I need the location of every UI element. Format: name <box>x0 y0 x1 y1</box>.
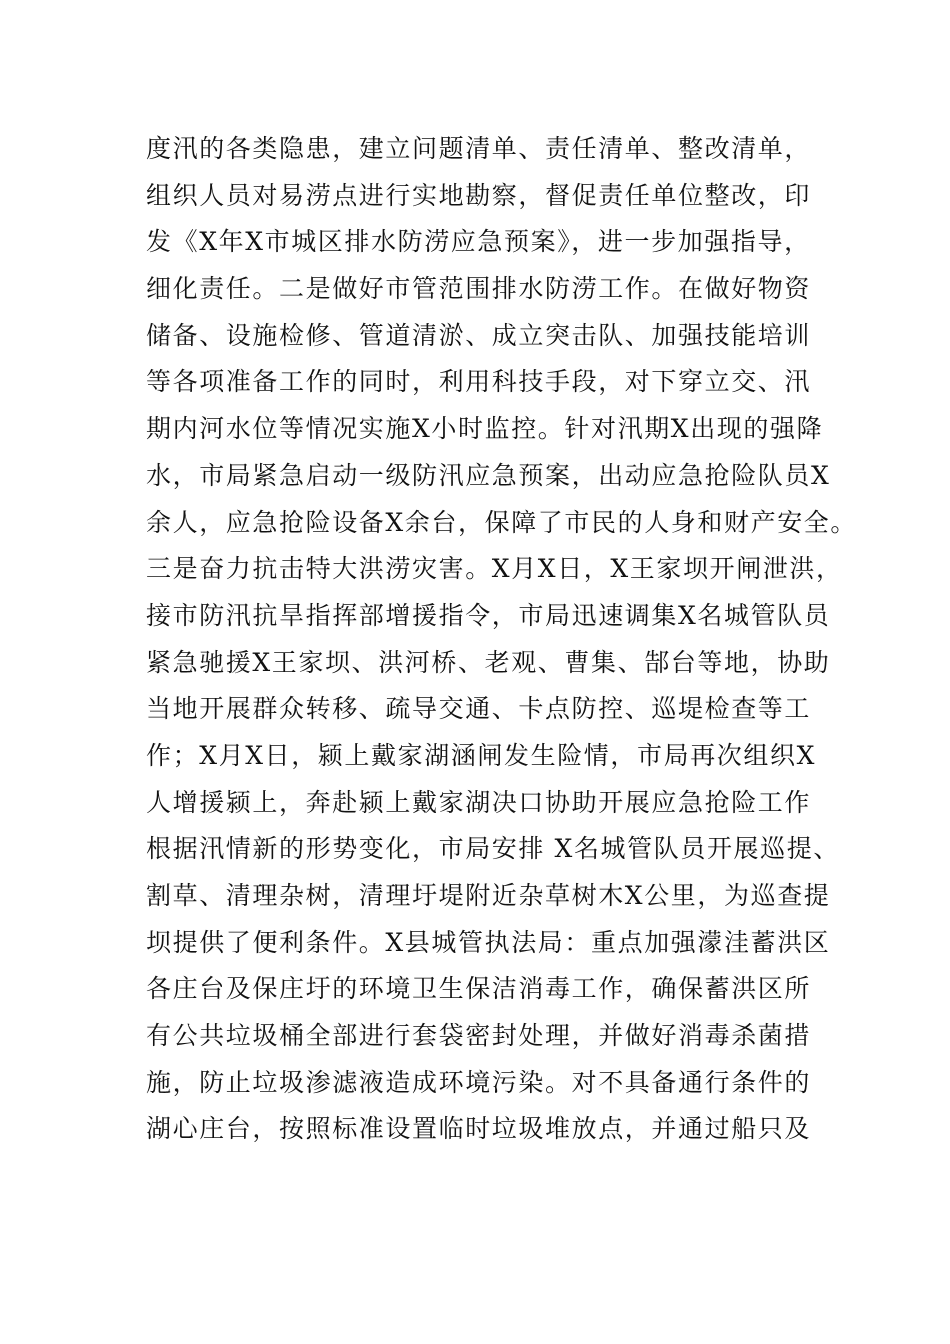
text-line: 根据汛情新的形势变化，市局安排 X名城管队员开展巡提、 <box>146 834 840 864</box>
text-line: 作；X月X日，颍上戴家湖涵闸发生险情，市局再次组织X <box>146 740 816 770</box>
text-line: 期内河水位等情况实施X小时监控。针对汛期X出现的强降 <box>146 414 824 444</box>
text-line: 坝提供了便利条件。X县城管执法局：重点加强濛洼蓄洪区 <box>146 927 831 957</box>
text-line: 当地开展群众转移、疏导交通、卡点防控、巡堤检查等工 <box>146 694 812 724</box>
text-line: 湖心庄台，按照标准设置临时垃圾堆放点，并通过船只及 <box>146 1114 812 1144</box>
text-line: 等各项准备工作的同时，利用科技手段，对下穿立交、汛 <box>146 367 812 397</box>
body-text <box>146 126 857 1153</box>
text-line: 度汛的各类隐患，建立问题清单、责任清单、整改清单， <box>146 134 812 163</box>
text-line: 细化责任。二是做好市管范围排水防涝工作。在做好物资 <box>146 274 812 304</box>
text-line: 施，防止垃圾渗滤液造成环境污染。对不具备通行条件的 <box>146 1067 812 1097</box>
text-line: 有公共垃圾桶全部进行套袋密封处理，并做好消毒杀菌措 <box>146 1021 812 1051</box>
text-line: 余人，应急抢险设备X余台，保障了市民的人身和财产安全。 <box>146 507 857 537</box>
text-line: 组织人员对易涝点进行实地勘察，督促责任单位整改，印 <box>146 180 812 210</box>
text-line: 割草、清理杂树，清理圩堤附近杂草树木X公里，为巡查提 <box>146 881 831 910</box>
text-line: 紧急驰援X王家坝、洪河桥、老观、曹集、郜台等地，协助 <box>146 647 831 677</box>
text-line: 各庄台及保庄圩的环境卫生保洁消毒工作，确保蓄洪区所 <box>146 974 812 1004</box>
text-line: 接市防汛抗旱指挥部增援指令，市局迅速调集X名城管队员 <box>146 600 831 630</box>
text-line: 发《X年X市城区排水防涝应急预案》，进一步加强指导， <box>146 227 811 257</box>
text-line: 三是奋力抗击特大洪涝灾害。X月X日，X王家坝开闸泄洪， <box>146 554 843 584</box>
text-line: 水，市局紧急启动一级防汛应急预案，出动应急抢险队员X <box>146 460 831 490</box>
text-line: 人增援颍上，奔赴颍上戴家湖决口协助开展应急抢险工作 <box>146 787 812 817</box>
text-line: 储备、设施检修、管道清淤、成立突击队、加强技能培训 <box>146 320 812 350</box>
